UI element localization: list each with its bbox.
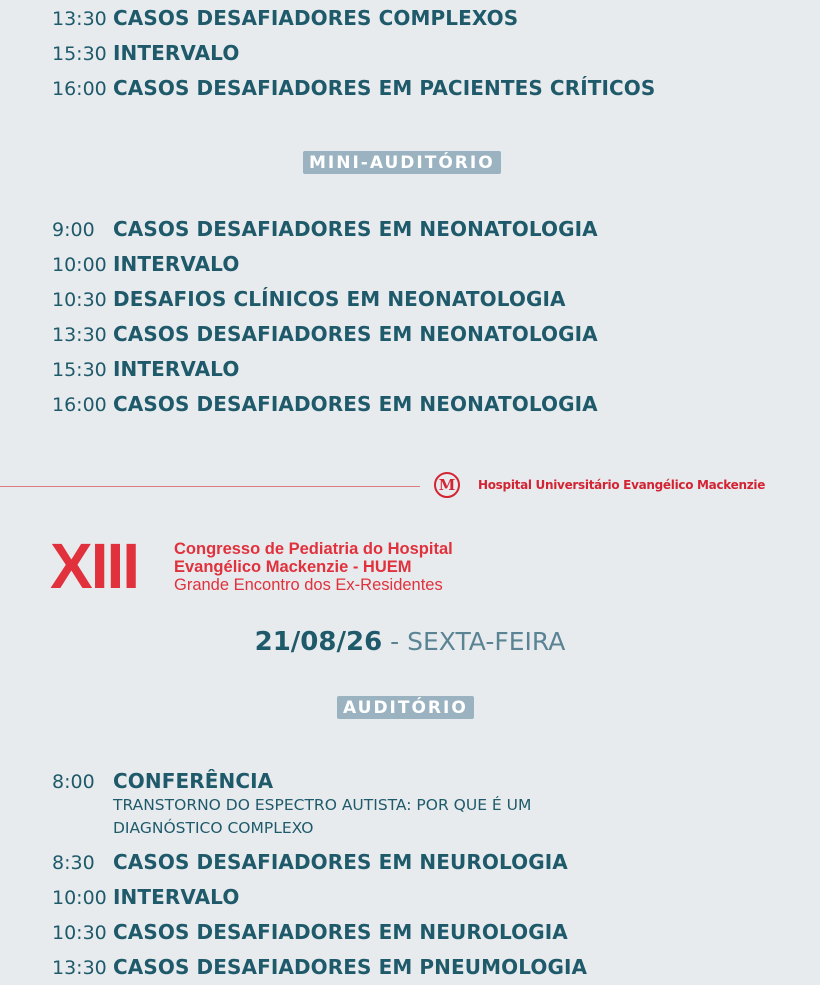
schedule-row <box>52 41 239 65</box>
congress-title-line1: Congresso de Pediatria do Hospital <box>174 540 453 558</box>
schedule-row <box>52 287 566 311</box>
auditorio-tag: AUDITÓRIO <box>337 696 474 719</box>
schedule-time: 13:30 <box>52 8 107 30</box>
congress-title-line2: Evangélico Mackenzie - HUEM <box>174 558 412 576</box>
schedule-time: 8:00 <box>52 771 95 793</box>
schedule-title: DESAFIOS CLÍNICOS EM NEONATOLOGIA <box>113 287 566 311</box>
schedule-time: 9:00 <box>52 219 95 241</box>
schedule-row <box>52 920 568 944</box>
schedule-subtitle <box>113 794 531 840</box>
schedule-title: CASOS DESAFIADORES EM NEONATOLOGIA <box>113 392 598 416</box>
schedule-title: INTERVALO <box>113 357 240 381</box>
schedule-time: 13:30 <box>52 957 107 979</box>
schedule-title: CASOS DESAFIADORES EM NEUROLOGIA <box>113 850 568 874</box>
schedule-subtitle-line: TRANSTORNO DO ESPECTRO AUTISTA: POR QUE É UM <box>113 796 532 814</box>
hospital-name: Hospital Universitário Evangélico Mackenzie <box>478 478 766 492</box>
mackenzie-logo-icon: M <box>434 472 460 498</box>
schedule-title: INTERVALO <box>113 41 240 65</box>
schedule-title: CASOS DESAFIADORES EM NEONATOLOGIA <box>113 322 598 346</box>
schedule-time: 8:30 <box>52 852 95 874</box>
schedule-time: 15:30 <box>52 43 107 65</box>
schedule-row <box>52 76 655 100</box>
schedule-row <box>52 357 239 381</box>
day-weekday: SEXTA-FEIRA <box>407 627 566 656</box>
schedule-title: CONFERÊNCIA <box>113 769 274 793</box>
day-heading <box>0 627 820 657</box>
schedule-row <box>52 217 598 241</box>
schedule-time: 10:30 <box>52 289 107 311</box>
schedule-time: 13:30 <box>52 324 107 346</box>
congress-numeral: XIII <box>50 530 139 602</box>
page-divider <box>0 486 420 487</box>
schedule-row <box>52 769 273 793</box>
schedule-row <box>52 6 518 30</box>
schedule-row <box>52 392 598 416</box>
schedule-time: 10:00 <box>52 254 107 276</box>
schedule-time: 16:00 <box>52 78 107 100</box>
schedule-time: 10:00 <box>52 887 107 909</box>
schedule-row <box>52 322 598 346</box>
schedule-title: INTERVALO <box>113 885 240 909</box>
schedule-time: 10:30 <box>52 922 107 944</box>
day-separator: - <box>382 627 408 656</box>
schedule-row <box>52 252 239 276</box>
day-date: 21/08/26 <box>254 627 383 657</box>
schedule-title: CASOS DESAFIADORES COMPLEXOS <box>113 6 519 30</box>
schedule-row <box>52 885 239 909</box>
schedule-title: CASOS DESAFIADORES EM PNEUMOLOGIA <box>113 955 588 979</box>
schedule-row <box>52 850 568 874</box>
congress-title <box>174 540 453 594</box>
schedule-title: CASOS DESAFIADORES EM NEUROLOGIA <box>113 920 568 944</box>
schedule-time: 16:00 <box>52 394 107 416</box>
mini-auditorio-tag: MINI-AUDITÓRIO <box>303 151 501 174</box>
schedule-subtitle-line: DIAGNÓSTICO COMPLEXO <box>113 819 314 837</box>
schedule-time: 15:30 <box>52 359 107 381</box>
schedule-title: CASOS DESAFIADORES EM PACIENTES CRÍTICOS <box>113 76 656 100</box>
schedule-title: INTERVALO <box>113 252 240 276</box>
schedule-title: CASOS DESAFIADORES EM NEONATOLOGIA <box>113 217 598 241</box>
schedule-row <box>52 955 587 979</box>
congress-subtitle: Grande Encontro dos Ex-Residentes <box>174 576 443 594</box>
